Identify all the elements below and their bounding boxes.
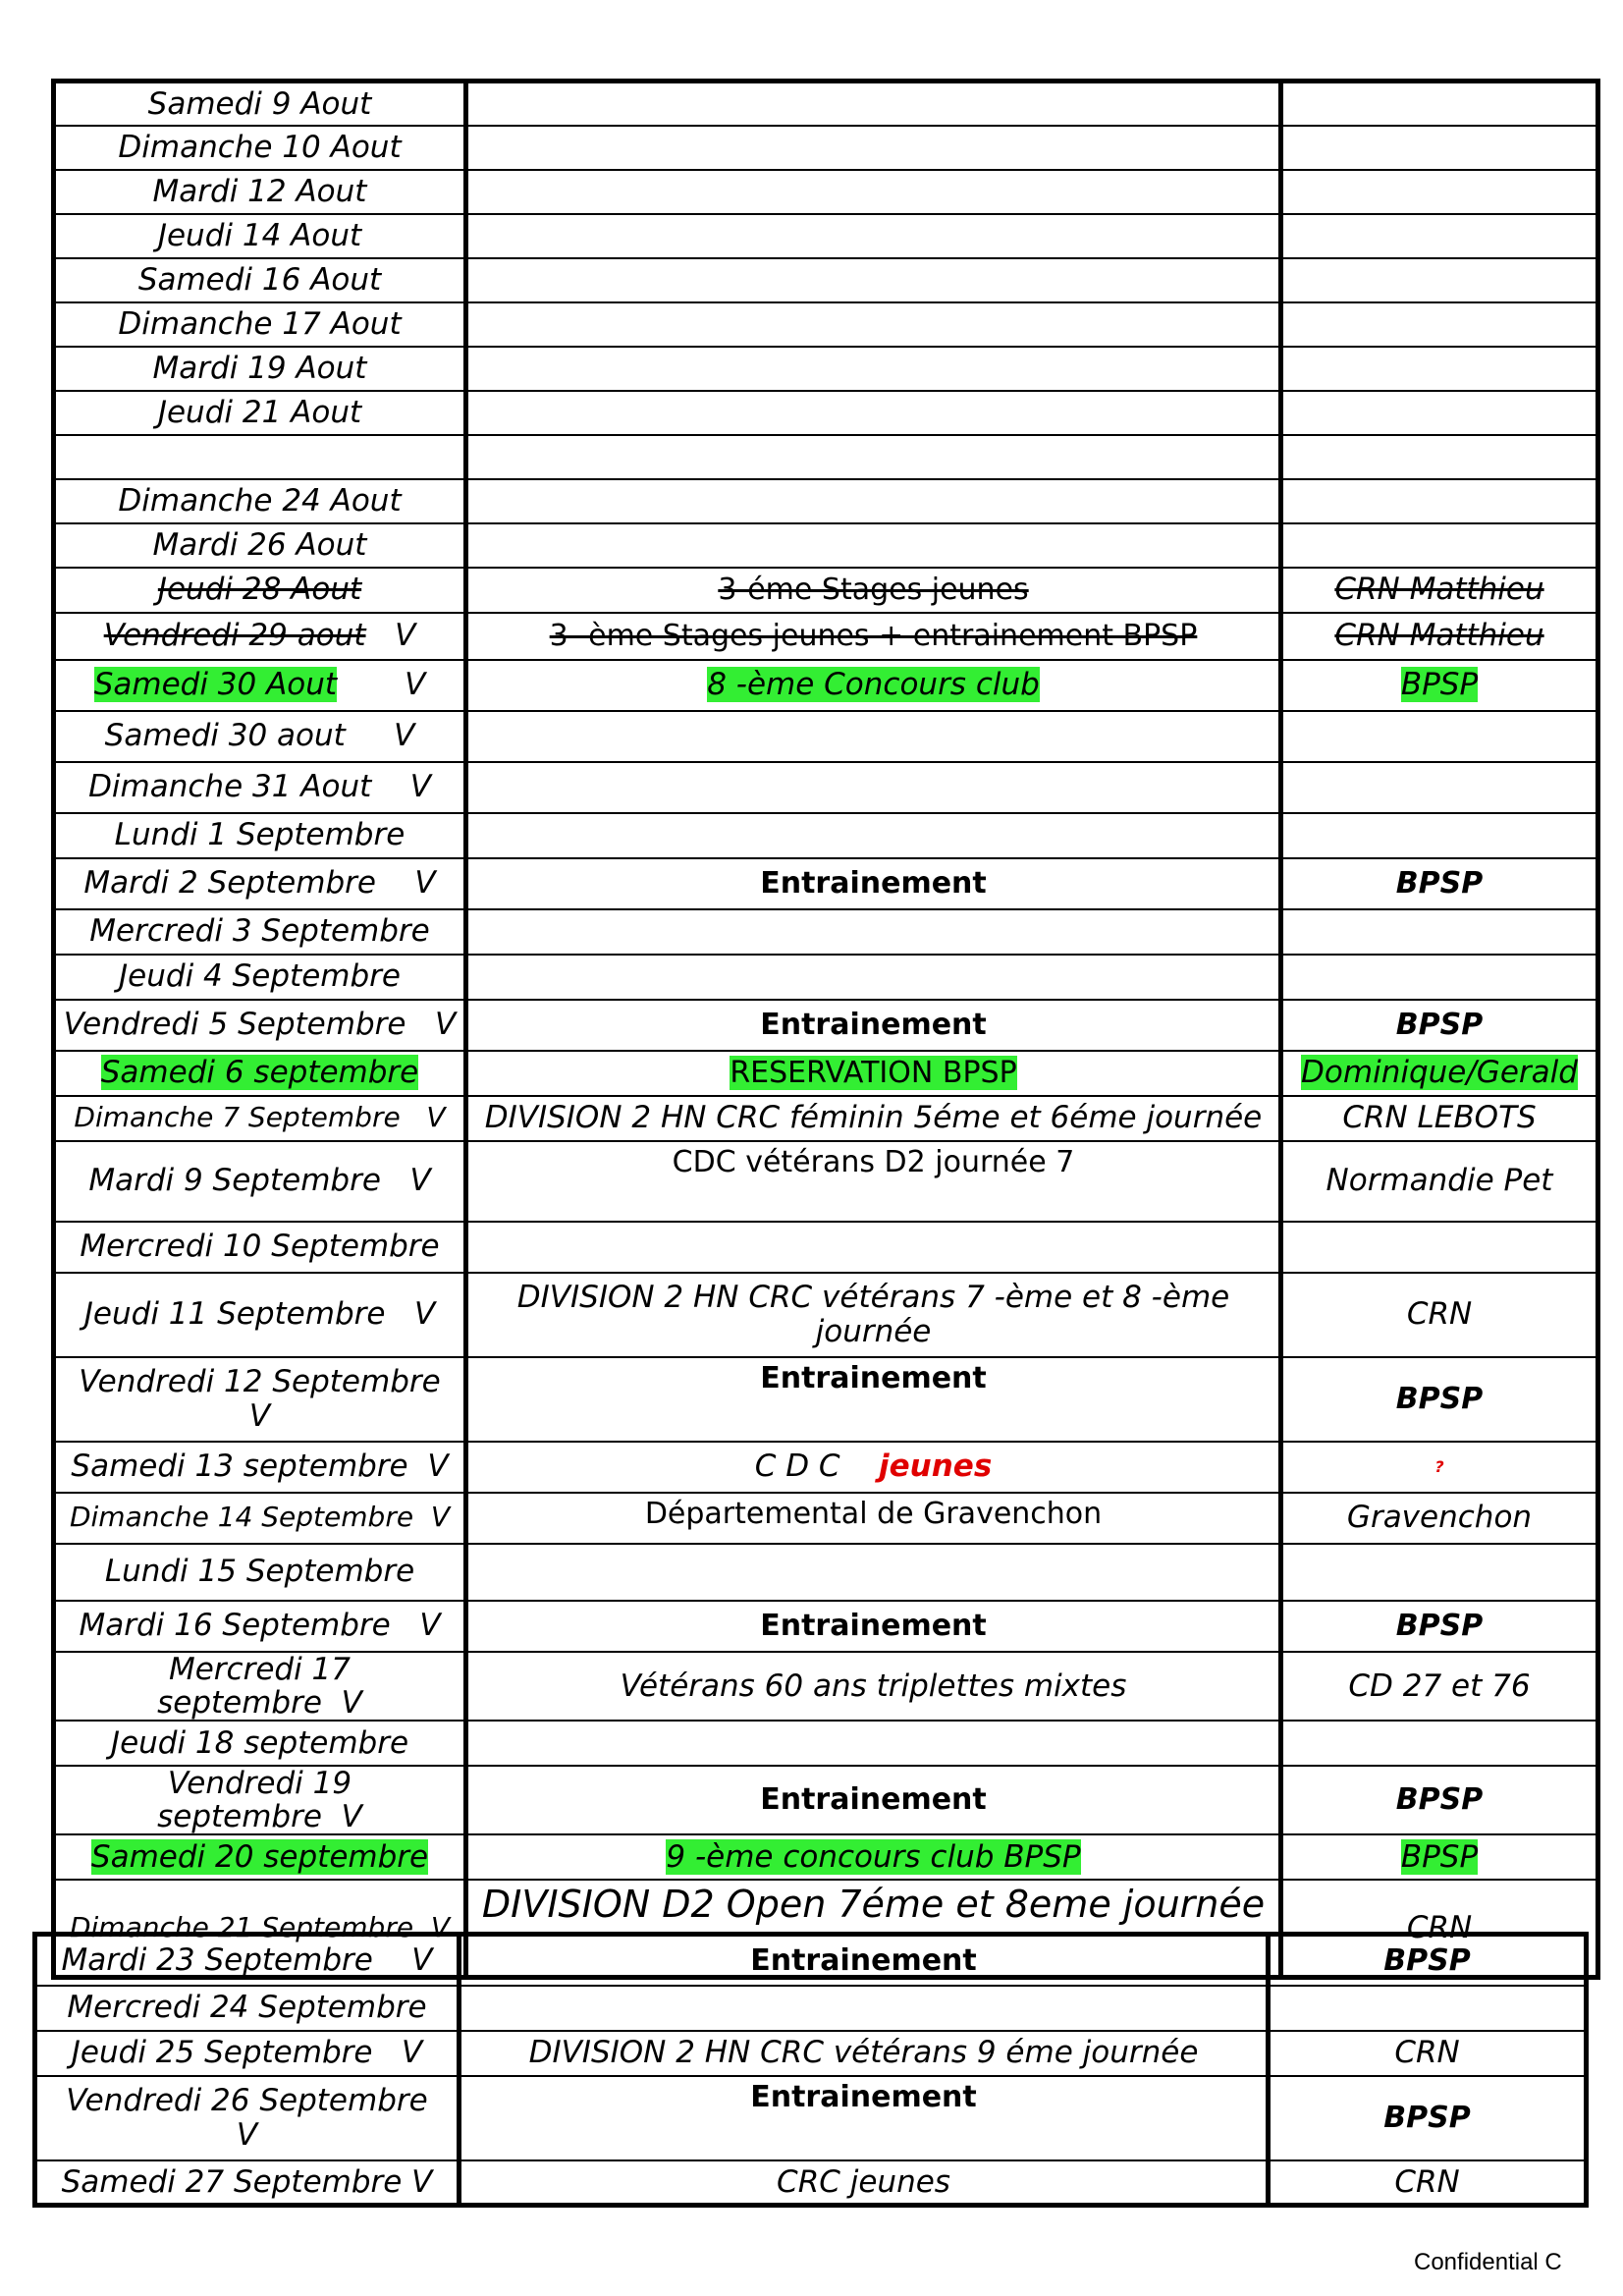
date-cell: Vendredi 5 Septembre V bbox=[54, 1000, 466, 1051]
place-cell: ? bbox=[1281, 1442, 1598, 1493]
event-cell: Entrainement bbox=[466, 1766, 1281, 1834]
date-cell: Jeudi 11 Septembre V bbox=[54, 1273, 466, 1357]
table-row bbox=[54, 1096, 1598, 1141]
table-row bbox=[54, 1357, 1598, 1442]
table-row bbox=[54, 1766, 1598, 1834]
event-cell: 9 -ème concours club BPSP bbox=[466, 1834, 1281, 1880]
table-row bbox=[35, 1935, 1587, 1986]
table-row bbox=[54, 347, 1598, 391]
date-cell: Mardi 26 Aout bbox=[54, 523, 466, 568]
table-row bbox=[54, 568, 1598, 613]
event-cell: Entrainement bbox=[466, 1601, 1281, 1652]
event-cell: Départemental de Gravenchon bbox=[466, 1493, 1281, 1544]
date-cell: Mardi 9 Septembre V bbox=[54, 1141, 466, 1222]
date-cell: Mardi 12 Aout bbox=[54, 170, 466, 214]
table-row bbox=[54, 1652, 1598, 1721]
date-cell: Mardi 16 Septembre V bbox=[54, 1601, 466, 1652]
place-cell: BPSP bbox=[1281, 1766, 1598, 1834]
date-cell: Jeudi 25 Septembre V bbox=[35, 2031, 460, 2076]
date-cell: Samedi 30 Aout V bbox=[54, 660, 466, 711]
table-row bbox=[54, 1000, 1598, 1051]
date-cell: Samedi 13 septembre V bbox=[54, 1442, 466, 1493]
schedule-table-main bbox=[51, 79, 1600, 1980]
event-cell: Entrainement bbox=[466, 1000, 1281, 1051]
place-cell: CRN bbox=[1281, 1273, 1598, 1357]
table-row bbox=[35, 2076, 1587, 2160]
date-cell: Mardi 23 Septembre V bbox=[35, 1935, 460, 1986]
event-cell: Entrainement bbox=[460, 1935, 1269, 1986]
table-row bbox=[54, 909, 1598, 955]
event-cell: 3-éme Stages jeunes bbox=[466, 568, 1281, 613]
date-cell: Samedi 6 septembre bbox=[54, 1051, 466, 1096]
confidential-label: Confidential C bbox=[1414, 2249, 1562, 2275]
event-cell: Entrainement bbox=[466, 1357, 1281, 1442]
event-cell: CRC jeunes bbox=[460, 2160, 1269, 2206]
place-cell: Dominique/Gerald bbox=[1281, 1051, 1598, 1096]
event-cell: DIVISION 2 HN CRC féminin 5éme et 6éme journée bbox=[466, 1096, 1281, 1141]
date-cell: Samedi 16 Aout bbox=[54, 258, 466, 302]
place-cell: BPSP bbox=[1281, 1000, 1598, 1051]
table-row bbox=[54, 523, 1598, 568]
table-row bbox=[54, 435, 1598, 479]
table-row bbox=[54, 1273, 1598, 1357]
place-cell: CRN LEBOTS bbox=[1281, 1096, 1598, 1141]
table-row bbox=[54, 711, 1598, 762]
place-cell: CRN Matthieu bbox=[1281, 613, 1598, 660]
place-cell: BPSP bbox=[1269, 2076, 1587, 2160]
table-row bbox=[54, 82, 1598, 126]
table-row bbox=[35, 1986, 1587, 2031]
date-cell: Samedi 30 aout V bbox=[54, 711, 466, 762]
date-cell: Vendredi 26 Septembre V bbox=[35, 2076, 460, 2160]
table-row bbox=[54, 479, 1598, 523]
date-cell: Jeudi 18 septembre bbox=[54, 1721, 466, 1766]
date-cell: Lundi 15 Septembre bbox=[54, 1544, 466, 1601]
date-cell: Mardi 19 Aout bbox=[54, 347, 466, 391]
table-row bbox=[54, 1834, 1598, 1880]
table-row bbox=[54, 613, 1598, 660]
table-row bbox=[54, 955, 1598, 1000]
date-cell: Jeudi 28 Aout bbox=[54, 568, 466, 613]
date-cell: Mercredi 24 Septembre bbox=[35, 1986, 460, 2031]
place-cell: CRN bbox=[1269, 2031, 1587, 2076]
date-cell: Jeudi 14 Aout bbox=[54, 214, 466, 258]
table-row bbox=[54, 391, 1598, 435]
event-cell: DIVISION 2 HN CRC vétérans 7 -ème et 8 -ème journée bbox=[466, 1273, 1281, 1357]
table-row bbox=[54, 1721, 1598, 1766]
table-row bbox=[54, 214, 1598, 258]
table-row bbox=[54, 170, 1598, 214]
event-cell: Entrainement bbox=[460, 2076, 1269, 2160]
place-cell: BPSP bbox=[1281, 1834, 1598, 1880]
date-cell: Mercredi 17 septembre V bbox=[54, 1652, 466, 1721]
event-cell: DIVISION D2 Open 7éme et 8eme journée bbox=[466, 1880, 1281, 1978]
place-cell: BPSP bbox=[1269, 1935, 1587, 1986]
event-cell: Vétérans 60 ans triplettes mixtes bbox=[466, 1652, 1281, 1721]
place-cell: Normandie Pet bbox=[1281, 1141, 1598, 1222]
table-row bbox=[54, 1222, 1598, 1273]
date-cell: Jeudi 4 Septembre bbox=[54, 955, 466, 1000]
date-cell: Vendredi 29 aout V bbox=[54, 613, 466, 660]
event-cell: RESERVATION BPSP bbox=[466, 1051, 1281, 1096]
event-cell: 3 -ème Stages jeunes + entrainement BPSP bbox=[466, 613, 1281, 660]
table-row bbox=[35, 2031, 1587, 2076]
table-row bbox=[54, 1493, 1598, 1544]
date-cell: Dimanche 24 Aout bbox=[54, 479, 466, 523]
place-cell: CRN bbox=[1269, 2160, 1587, 2206]
place-cell: BPSP bbox=[1281, 1357, 1598, 1442]
event-cell: CDC vétérans D2 journée 7 bbox=[466, 1141, 1281, 1222]
table-row bbox=[54, 1601, 1598, 1652]
date-cell: Vendredi 12 Septembre V bbox=[54, 1357, 466, 1442]
date-cell: Samedi 20 septembre bbox=[54, 1834, 466, 1880]
event-cell: Entrainement bbox=[466, 858, 1281, 909]
place-cell: CRN Matthieu bbox=[1281, 568, 1598, 613]
date-cell: Dimanche 14 Septembre V bbox=[54, 1493, 466, 1544]
table-row bbox=[54, 660, 1598, 711]
table-row bbox=[54, 858, 1598, 909]
date-cell: Vendredi 19 septembre V bbox=[54, 1766, 466, 1834]
table-row bbox=[54, 762, 1598, 813]
schedule-table-continued bbox=[32, 1932, 1589, 2208]
table-row bbox=[54, 1051, 1598, 1096]
event-cell: C D C jeunes bbox=[466, 1442, 1281, 1493]
date-cell: Dimanche 17 Aout bbox=[54, 302, 466, 347]
date-cell: Mercredi 10 Septembre bbox=[54, 1222, 466, 1273]
place-cell: BPSP bbox=[1281, 660, 1598, 711]
event-cell: 8 -ème Concours club bbox=[466, 660, 1281, 711]
date-cell: Jeudi 21 Aout bbox=[54, 391, 466, 435]
table-row bbox=[54, 126, 1598, 170]
date-cell bbox=[54, 435, 466, 479]
table-row bbox=[54, 302, 1598, 347]
date-cell: Dimanche 10 Aout bbox=[54, 126, 466, 170]
event-cell: DIVISION 2 HN CRC vétérans 9 éme journée bbox=[460, 2031, 1269, 2076]
table-row bbox=[54, 258, 1598, 302]
place-cell: CRN bbox=[1281, 1880, 1598, 1978]
place-cell: BPSP bbox=[1281, 858, 1598, 909]
date-cell: Dimanche 7 Septembre V bbox=[54, 1096, 466, 1141]
table-row bbox=[54, 1544, 1598, 1601]
date-cell: Dimanche 21 Septembre V bbox=[54, 1880, 466, 1978]
table-row bbox=[35, 2160, 1587, 2206]
date-cell: Samedi 27 Septembre V bbox=[35, 2160, 460, 2206]
table-row bbox=[54, 1141, 1598, 1222]
date-cell: Dimanche 31 Aout V bbox=[54, 762, 466, 813]
place-cell: CD 27 et 76 bbox=[1281, 1652, 1598, 1721]
date-cell: Lundi 1 Septembre bbox=[54, 813, 466, 858]
table-row bbox=[54, 813, 1598, 858]
date-cell: Mardi 2 Septembre V bbox=[54, 858, 466, 909]
place-cell: Gravenchon bbox=[1281, 1493, 1598, 1544]
date-cell: Samedi 9 Aout bbox=[54, 82, 466, 126]
table-row bbox=[54, 1442, 1598, 1493]
date-cell: Mercredi 3 Septembre bbox=[54, 909, 466, 955]
place-cell: BPSP bbox=[1281, 1601, 1598, 1652]
